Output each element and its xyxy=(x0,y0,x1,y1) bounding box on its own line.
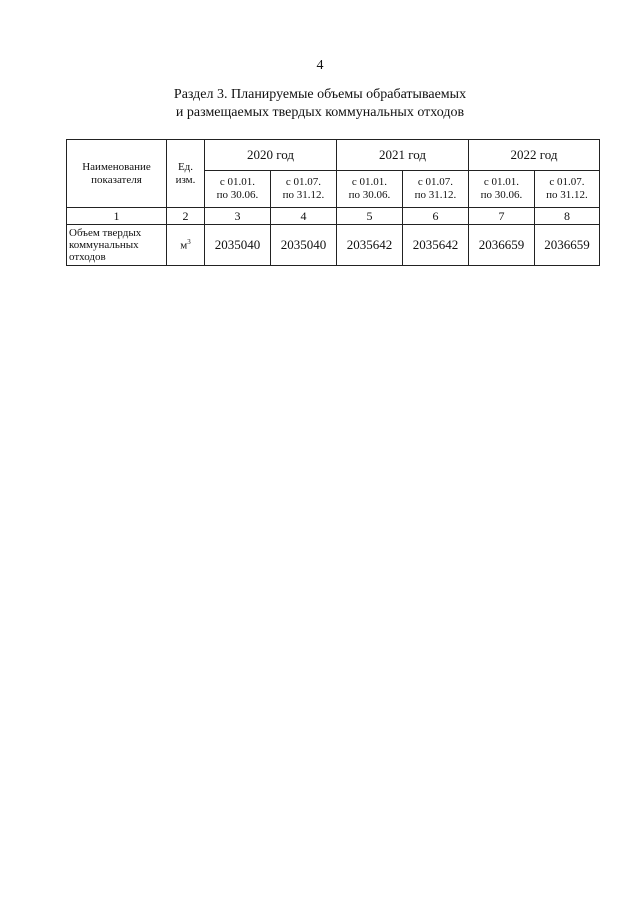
period-to: по 31.12. xyxy=(546,189,588,201)
header-row-years xyxy=(67,140,600,171)
row-value: 2035642 xyxy=(403,225,469,266)
column-number: 6 xyxy=(403,208,469,225)
header-year-2021: 2021 год xyxy=(337,140,469,171)
section-title xyxy=(0,86,640,122)
period-to: по 31.12. xyxy=(282,189,325,201)
column-number: 7 xyxy=(469,208,535,225)
row-value: 2036659 xyxy=(535,225,600,266)
row-value: 2035040 xyxy=(271,225,337,266)
header-unit: Ед. изм. xyxy=(167,140,205,208)
column-number-row xyxy=(67,208,600,225)
unit-base: м xyxy=(180,239,188,252)
column-number: 3 xyxy=(205,208,271,225)
column-number: 5 xyxy=(337,208,403,225)
table-row xyxy=(67,225,600,266)
period-from: с 01.07. xyxy=(417,176,454,188)
header-year-2020: 2020 год xyxy=(205,140,337,171)
row-indicator: Объем твердых коммунальных отходов xyxy=(67,225,167,266)
header-period-3 xyxy=(337,171,403,208)
header-period-2 xyxy=(271,171,337,208)
section-title-line-1: Раздел 3. Планируемые объемы обрабатываемых xyxy=(173,87,467,102)
period-to: по 30.06. xyxy=(348,189,391,201)
header-period-6 xyxy=(535,171,600,208)
waste-volume-table xyxy=(66,139,600,266)
period-from: с 01.01. xyxy=(219,176,256,188)
column-number: 4 xyxy=(271,208,337,225)
period-from: с 01.07. xyxy=(549,176,585,188)
column-number: 1 xyxy=(67,208,167,225)
period-from: с 01.01. xyxy=(351,176,388,188)
period-from: с 01.01. xyxy=(483,176,520,188)
header-indicator: Наименование показателя xyxy=(67,140,167,208)
period-to: по 31.12. xyxy=(414,189,457,201)
header-period-4 xyxy=(403,171,469,208)
row-value: 2035642 xyxy=(337,225,403,266)
row-value: 2036659 xyxy=(469,225,535,266)
period-to: по 30.06. xyxy=(480,189,523,201)
row-value: 2035040 xyxy=(205,225,271,266)
period-from: с 01.07. xyxy=(285,176,322,188)
page-number: 4 xyxy=(316,58,324,73)
header-period-5 xyxy=(469,171,535,208)
header-period-1 xyxy=(205,171,271,208)
section-title-line-2: и размещаемых твердых коммунальных отходов xyxy=(175,105,465,120)
column-number: 2 xyxy=(167,208,205,225)
unit-superscript: 3 xyxy=(187,238,191,247)
row-unit xyxy=(167,225,205,266)
header-year-2022: 2022 год xyxy=(469,140,600,171)
column-number: 8 xyxy=(535,208,600,225)
period-to: по 30.06. xyxy=(216,189,259,201)
